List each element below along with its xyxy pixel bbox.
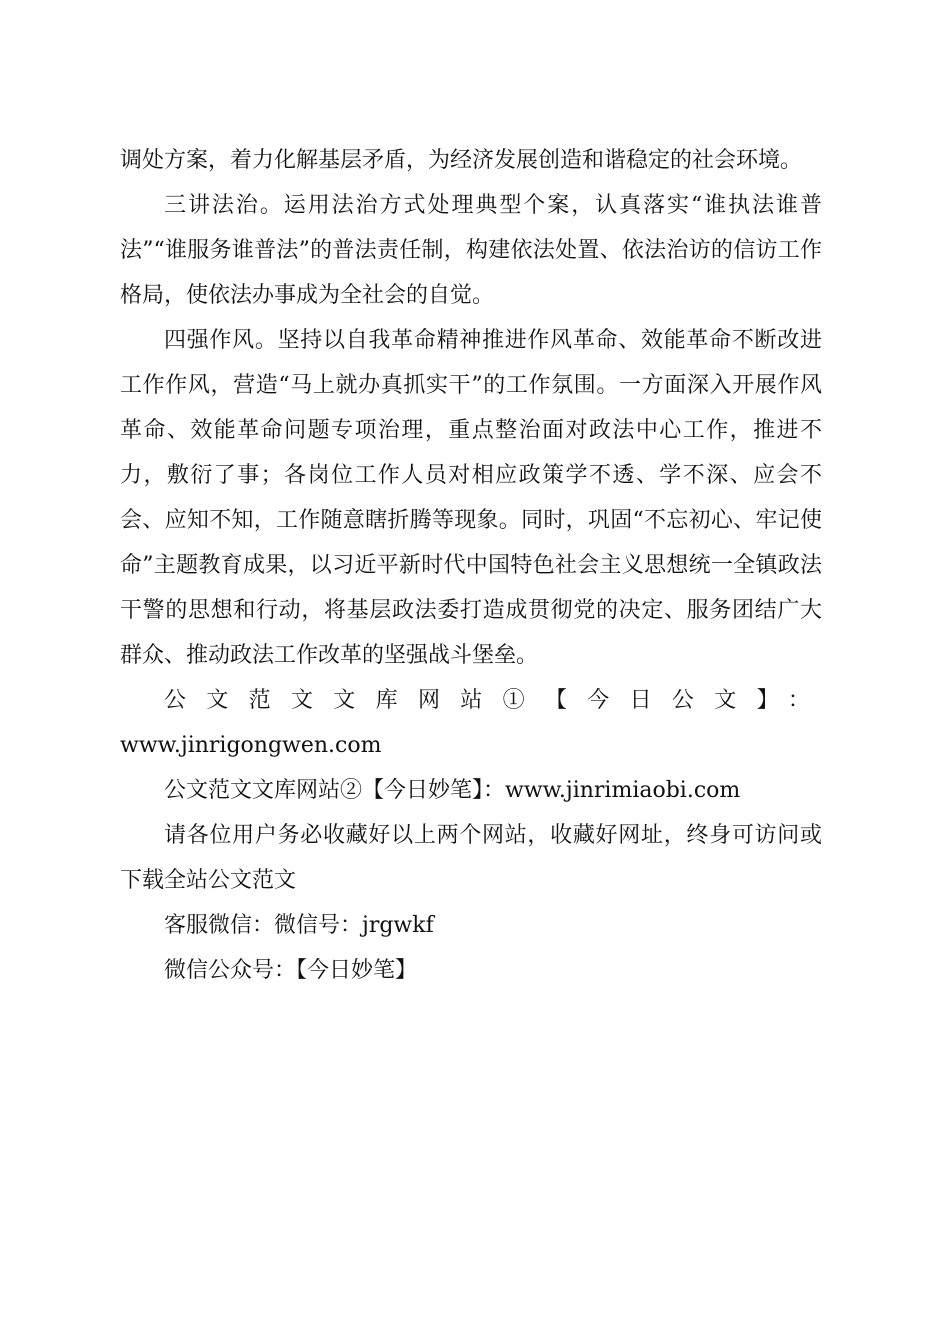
- footer-site2: 公文范文文库网站②【今日妙笔】：www.jinrimiaobi.com: [164, 778, 741, 803]
- paragraph-rule-of-law: 三讲法治。运用法治方式处理典型个案，认真落实“谁执法谁普法”“谁服务谁普法”的普法责任制，构建依法处置、依法治访的信访工作格局，使依法办事成为全社会的自觉。: [120, 193, 822, 308]
- paragraph-continuation: 调处方案，着力化解基层矛盾，为经济发展创造和谐稳定的社会环境。: [120, 148, 803, 173]
- footer-public-account: 微信公众号：【今日妙笔】: [164, 958, 418, 983]
- footer-site1-label: 公文范文文库网站①【今日公文】：: [164, 688, 822, 713]
- document-page: [120, 138, 822, 993]
- footer-site1-url[interactable]: www.jinrigongwen.com: [120, 733, 382, 758]
- footer-site1: [120, 678, 822, 768]
- footer-notice: 请各位用户务必收藏好以上两个网站，收藏好网址，终身可访问或下载全站公文范文: [120, 823, 822, 893]
- paragraph-work-style: 四强作风。坚持以自我革命精神推进作风革命、效能革命不断改进工作作风，营造“马上就办真抓实干”的工作氛围。一方面深入开展作风革命、效能革命问题专项治理，重点整治面对政法中心工作，推进不力，敷衍了事；各岗位工作人员对相应政策学不透、学不深、应会不会、应知不知，工作随意瞎折腾等现象。同时，巩固“不忘初心、牢记使命”主题教育成果，以习近平新时代中国特色社会主义思想统一全镇政法干警的思想和行动，将基层政法委打造成贯彻党的决定、服务团结广大群众、推动政法工作改革的坚强战斗堡垒。: [120, 328, 822, 668]
- footer-service-wechat: 客服微信：微信号：jrgwkf: [164, 913, 434, 938]
